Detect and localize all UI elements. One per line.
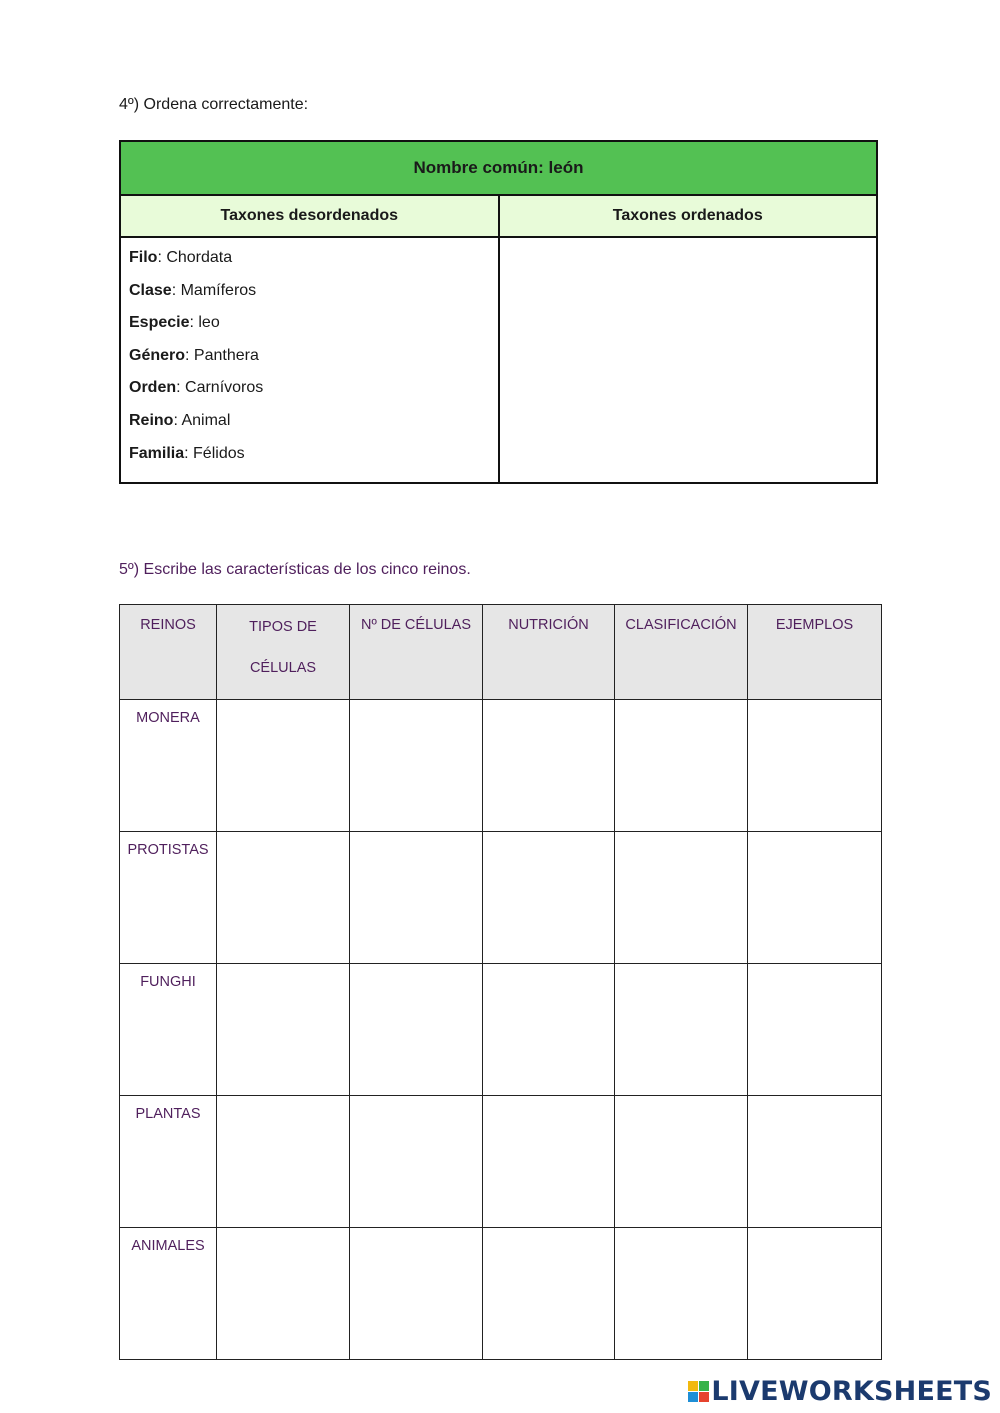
header-tipos-line1: TIPOS DE	[249, 619, 317, 635]
taxon-rank: Especie	[129, 314, 190, 332]
header-clasificacion: CLASIFICACIÓN	[615, 605, 748, 700]
unordered-taxa-cell	[120, 237, 499, 483]
header-tipos-celulas	[217, 605, 350, 700]
taxon-rank: Clase	[129, 281, 172, 299]
table-row	[120, 1228, 882, 1360]
taxon-value: : Chordata	[157, 249, 233, 266]
taxon-value: : Félidos	[184, 444, 245, 462]
table-row	[120, 964, 882, 1096]
answer-cell[interactable]	[748, 1096, 882, 1228]
ordered-taxa-answer-cell[interactable]	[499, 237, 878, 483]
kingdoms-table	[119, 604, 882, 1360]
liveworksheets-logo-icon	[688, 1381, 709, 1402]
taxon-item	[129, 443, 498, 476]
kingdom-label: ANIMALES	[120, 1228, 217, 1360]
kingdom-label: PROTISTAS	[120, 832, 217, 964]
answer-cell[interactable]	[483, 964, 615, 1096]
answer-cell[interactable]	[350, 700, 483, 832]
kingdom-label: FUNGHI	[120, 964, 217, 1096]
taxon-rank: Reino	[129, 411, 174, 429]
table-row	[120, 1096, 882, 1228]
answer-cell[interactable]	[748, 832, 882, 964]
answer-cell[interactable]	[615, 1096, 748, 1228]
answer-cell[interactable]	[483, 832, 615, 964]
taxon-item	[129, 247, 498, 280]
ordered-column-header: Taxones ordenados	[499, 195, 878, 237]
taxonomy-table	[119, 140, 878, 484]
answer-cell[interactable]	[483, 700, 615, 832]
taxon-item	[129, 312, 498, 345]
taxon-value: : Carnívoros	[176, 379, 264, 397]
header-nutricion: NUTRICIÓN	[483, 605, 615, 700]
header-reinos: REINOS	[120, 605, 217, 700]
answer-cell[interactable]	[615, 832, 748, 964]
kingdom-label: MONERA	[120, 700, 217, 832]
answer-cell[interactable]	[615, 964, 748, 1096]
answer-cell[interactable]	[217, 1096, 350, 1228]
answer-cell[interactable]	[748, 1228, 882, 1360]
taxon-value: : leo	[189, 314, 220, 332]
question-5-title: 5º) Escribe las características de los cinco reinos.	[119, 561, 471, 578]
answer-cell[interactable]	[483, 1228, 615, 1360]
answer-cell[interactable]	[350, 1228, 483, 1360]
answer-cell[interactable]	[615, 700, 748, 832]
answer-cell[interactable]	[217, 832, 350, 964]
taxon-rank: Orden	[129, 379, 177, 397]
header-tipos-line2: CÉLULAS	[249, 660, 317, 676]
taxon-value: : Panthera	[185, 346, 259, 364]
common-name-header: Nombre común: león	[120, 141, 877, 195]
table-row	[120, 832, 882, 964]
taxon-rank: Género	[129, 346, 186, 364]
answer-cell[interactable]	[350, 1096, 483, 1228]
question-4-title: 4º) Ordena correctamente:	[119, 96, 309, 113]
kingdom-label: PLANTAS	[120, 1096, 217, 1228]
header-ejemplos: EJEMPLOS	[748, 605, 882, 700]
answer-cell[interactable]	[483, 1096, 615, 1228]
answer-cell[interactable]	[615, 1228, 748, 1360]
taxon-item	[129, 280, 498, 313]
taxon-rank: Filo	[129, 249, 158, 266]
taxon-rank: Familia	[129, 444, 185, 462]
unordered-column-header: Taxones desordenados	[120, 195, 499, 237]
answer-cell[interactable]	[350, 832, 483, 964]
answer-cell[interactable]	[217, 700, 350, 832]
liveworksheets-logo-text: LIVEWORKSHEETS	[711, 1376, 992, 1407]
taxon-item	[129, 345, 498, 378]
liveworksheets-watermark	[688, 1376, 992, 1407]
unordered-taxa-list	[121, 238, 498, 475]
header-num-celulas: Nº DE CÉLULAS	[350, 605, 483, 700]
answer-cell[interactable]	[217, 964, 350, 1096]
taxon-item	[129, 377, 498, 410]
taxon-value: : Mamíferos	[171, 281, 257, 299]
table-row	[120, 700, 882, 832]
taxon-value: : Animal	[173, 411, 231, 429]
answer-cell[interactable]	[217, 1228, 350, 1360]
answer-cell[interactable]	[748, 964, 882, 1096]
answer-cell[interactable]	[748, 700, 882, 832]
taxon-item	[129, 410, 498, 443]
answer-cell[interactable]	[350, 964, 483, 1096]
